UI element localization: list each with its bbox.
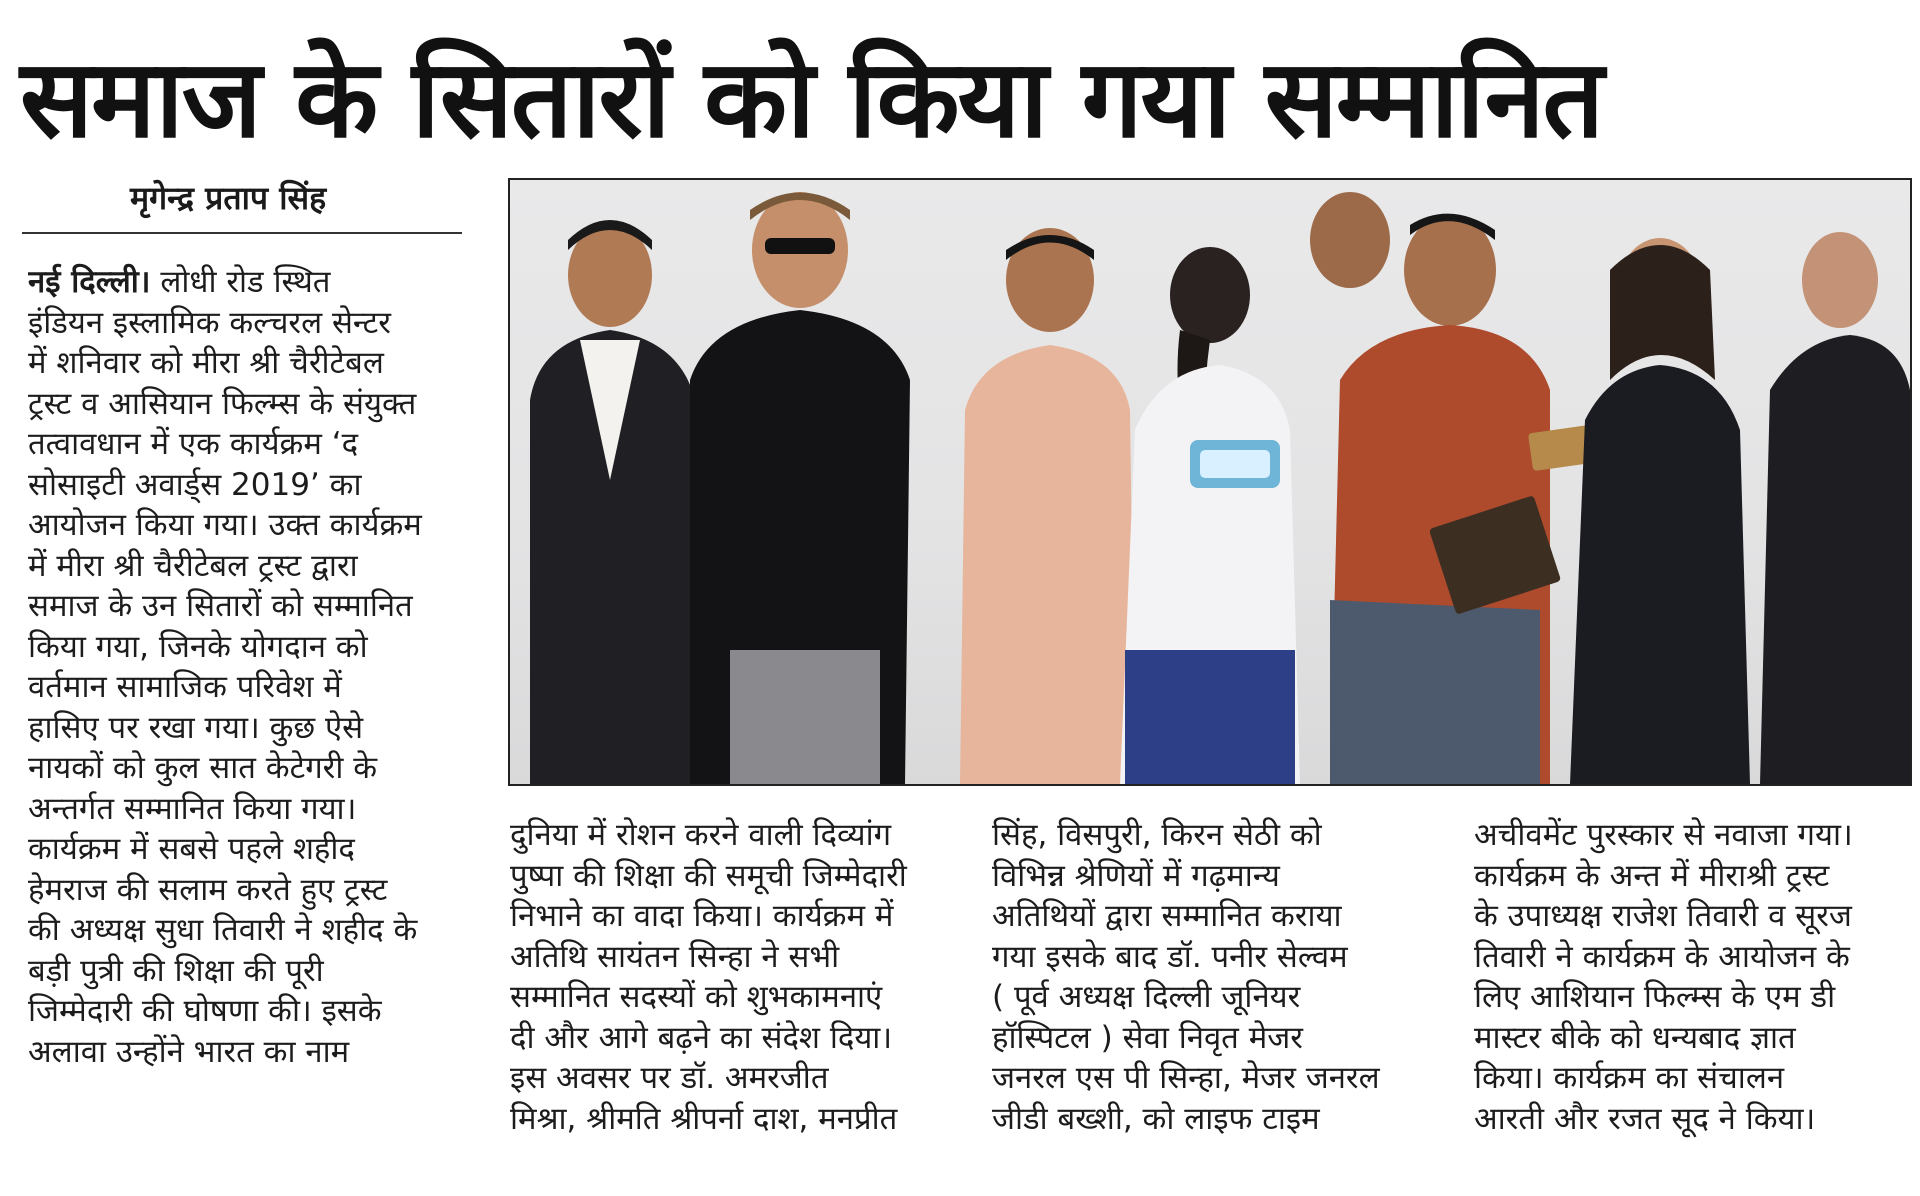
column-1-text: लोधी रोड स्थित इंडियन इस्लामिक कल्चरल सेन्टर में शनिवार को मीरा श्री चैरीटेबल ट्रस्ट व आसियान फिल्म्स के संयुक्त तत्वावधान में एक कार्यक्रम ‘द सोसाइटी अवार्ड्स 2019’ का आयोजन किया गया। उक्त कार्यक्रम में मीरा श्री चैरीटेबल ट्रस्ट द्वारा समाज के उन सितारों को सम्मानित किया गया, जिनके योगदान को वर्तमान सामाजिक परिवेश में हासिए पर रखा गया। कुछ ऐसे नायकों को कुल सात केटेगरी के अन्तर्गत सम्मानित किया गया। कार्यक्रम में सबसे पहले शहीद हेमराज की सलाम करते हुए ट्रस्ट की अध्यक्ष सुधा तिवारी ने शहीद के बड़ी पुत्री की शिक्षा की पूरी जिम्मेदारी की घोषणा की। इसके अलावा उन्होंने भारत का नाम — [28, 264, 422, 1070]
person-6 — [1570, 238, 1750, 784]
award-ceremony-photo-icon — [510, 180, 1910, 784]
person-1 — [530, 220, 705, 784]
headline: समाज के सितारों को किया गया सम्मानित — [20, 37, 1603, 162]
article-column-4: अचीवमेंट पुरस्कार से नवाजा गया। कार्यक्रम के अन्त में मीराश्री ट्रस्ट के उपाध्यक्ष राजेश तिवारी व सूरज तिवारी ने कार्यक्रम के आयोजन के लिए आशियान फिल्म्स के एम डी मास्टर बीके को धन्यबाद ज्ञात किया। कार्यक्रम का संचालन आरती और रजत सूद ने किया। — [1474, 817, 1853, 1137]
byline: मृगेन्द्र प्रताप सिंह — [130, 179, 327, 217]
award-ceremony-photo — [508, 178, 1912, 786]
person-7 — [1760, 232, 1910, 784]
trophy-award — [1190, 440, 1280, 488]
article-column-1 — [28, 262, 468, 1182]
dateline: नई दिल्ली। — [28, 264, 151, 300]
person-5 — [1310, 192, 1550, 784]
person-2 — [690, 192, 910, 784]
article-column-2: दुनिया में रोशन करने वाली दिव्यांग पुष्पा की शिक्षा की समूची जिम्मेदारी निभाने का वादा किया। कार्यक्रम में अतिथि सायंतन सिन्हा ने सभी सम्मानित सदस्यों को शुभकामनाएं दी और आगे बढ़ने का संदेश दिया। इस अवसर पर डॉ. अमरजीत मिश्रा, श्रीमति श्रीपर्ना दाश, मनप्रीत — [510, 817, 907, 1137]
byline-divider — [22, 232, 462, 234]
person-4 — [1120, 247, 1300, 784]
article-column-3: सिंह, विसपुरी, किरन सेठी को विभिन्न श्रेणियों में गढ़मान्य अतिथियों द्वारा सम्मानित कराया गया इसके बाद डॉ. पनीर सेल्वम ( पूर्व अध्यक्ष दिल्ली जूनियर हॉस्पिटल ) सेवा निवृत मेजर जनरल एस पी सिन्हा, मेजर जनरल जीडी बख्शी, को लाइफ टाइम — [992, 817, 1380, 1137]
person-3 — [960, 228, 1135, 784]
